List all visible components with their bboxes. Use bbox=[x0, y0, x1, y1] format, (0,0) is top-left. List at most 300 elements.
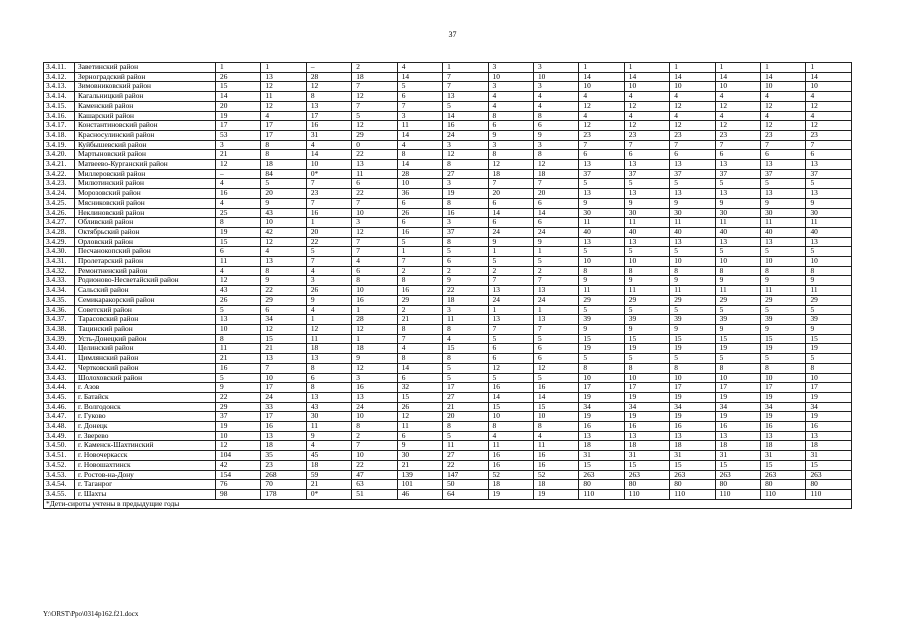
table-body bbox=[44, 63, 852, 509]
value-cell: 16 bbox=[306, 208, 351, 218]
value-cell: 10 bbox=[670, 82, 715, 92]
value-cell: 24 bbox=[488, 227, 533, 237]
row-code: 3.4.40. bbox=[44, 344, 75, 354]
value-cell: 5 bbox=[443, 101, 488, 111]
row-code: 3.4.32. bbox=[44, 266, 75, 276]
value-cell: 14 bbox=[624, 72, 669, 82]
value-cell: 19 bbox=[806, 344, 852, 354]
value-cell: 10 bbox=[624, 257, 669, 267]
value-cell: 7 bbox=[352, 101, 397, 111]
value-cell: 13 bbox=[761, 237, 806, 247]
value-cell: 39 bbox=[715, 315, 760, 325]
value-cell: 13 bbox=[533, 315, 578, 325]
table-row bbox=[44, 257, 852, 267]
value-cell: 10 bbox=[533, 412, 578, 422]
row-code: 3.4.33. bbox=[44, 276, 75, 286]
value-cell: 6 bbox=[306, 373, 351, 383]
value-cell: 26 bbox=[397, 402, 442, 412]
value-cell: 20 bbox=[216, 101, 261, 111]
table-row bbox=[44, 334, 852, 344]
value-cell: 17 bbox=[624, 383, 669, 393]
value-cell: 20 bbox=[533, 189, 578, 199]
value-cell: 19 bbox=[624, 392, 669, 402]
value-cell: 110 bbox=[670, 489, 715, 499]
value-cell: 139 bbox=[397, 470, 442, 480]
value-cell: 17 bbox=[715, 383, 760, 393]
row-code: 3.4.48. bbox=[44, 422, 75, 432]
district-name: Сальский район bbox=[75, 286, 216, 296]
value-cell: 3 bbox=[533, 82, 578, 92]
value-cell: 3 bbox=[397, 111, 442, 121]
row-code: 3.4.26. bbox=[44, 208, 75, 218]
value-cell: 1 bbox=[624, 63, 669, 73]
value-cell: 5 bbox=[670, 354, 715, 364]
value-cell: 36 bbox=[397, 189, 442, 199]
value-cell: 5 bbox=[715, 305, 760, 315]
value-cell: 14 bbox=[397, 363, 442, 373]
value-cell: 15 bbox=[216, 237, 261, 247]
value-cell: 1 bbox=[533, 305, 578, 315]
value-cell: 5 bbox=[306, 247, 351, 257]
value-cell: 34 bbox=[670, 402, 715, 412]
value-cell: 8 bbox=[761, 266, 806, 276]
value-cell: 19 bbox=[216, 111, 261, 121]
value-cell: 12 bbox=[533, 363, 578, 373]
value-cell: 4 bbox=[216, 179, 261, 189]
value-cell: 18 bbox=[715, 441, 760, 451]
value-cell: 18 bbox=[261, 441, 306, 451]
value-cell: 9 bbox=[306, 431, 351, 441]
value-cell: 24 bbox=[533, 227, 578, 237]
value-cell: 40 bbox=[624, 227, 669, 237]
table-row bbox=[44, 92, 852, 102]
value-cell: 1 bbox=[579, 63, 624, 73]
table-row bbox=[44, 412, 852, 422]
value-cell: 2 bbox=[397, 305, 442, 315]
value-cell: 10 bbox=[670, 373, 715, 383]
value-cell: 98 bbox=[216, 489, 261, 499]
table-row bbox=[44, 441, 852, 451]
value-cell: 5 bbox=[533, 373, 578, 383]
value-cell: 1 bbox=[397, 247, 442, 257]
row-code: 3.4.53. bbox=[44, 470, 75, 480]
value-cell: 11 bbox=[306, 334, 351, 344]
table-row bbox=[44, 324, 852, 334]
value-cell: 13 bbox=[488, 286, 533, 296]
value-cell: 4 bbox=[306, 266, 351, 276]
row-code: 3.4.44. bbox=[44, 383, 75, 393]
value-cell: 3 bbox=[443, 179, 488, 189]
value-cell: 19 bbox=[806, 412, 852, 422]
value-cell: 9 bbox=[761, 324, 806, 334]
value-cell: 19 bbox=[533, 489, 578, 499]
value-cell: 5 bbox=[579, 179, 624, 189]
value-cell: 263 bbox=[715, 470, 760, 480]
value-cell: 178 bbox=[261, 489, 306, 499]
value-cell: 5 bbox=[806, 247, 852, 257]
value-cell: 13 bbox=[624, 431, 669, 441]
value-cell: 4 bbox=[306, 441, 351, 451]
row-code: 3.4.39. bbox=[44, 334, 75, 344]
value-cell: 8 bbox=[715, 363, 760, 373]
value-cell: 18 bbox=[488, 480, 533, 490]
value-cell: 7 bbox=[670, 140, 715, 150]
value-cell: 17 bbox=[670, 383, 715, 393]
value-cell: 20 bbox=[443, 412, 488, 422]
table-row bbox=[44, 121, 852, 131]
value-cell: 20 bbox=[488, 189, 533, 199]
value-cell: 34 bbox=[806, 402, 852, 412]
value-cell: 4 bbox=[579, 111, 624, 121]
value-cell: 40 bbox=[761, 227, 806, 237]
value-cell: 4 bbox=[533, 101, 578, 111]
value-cell: 19 bbox=[579, 412, 624, 422]
value-cell: 12 bbox=[397, 412, 442, 422]
value-cell: 10 bbox=[261, 373, 306, 383]
district-name: г. Батайск bbox=[75, 392, 216, 402]
value-cell: 14 bbox=[488, 208, 533, 218]
value-cell: 13 bbox=[715, 237, 760, 247]
value-cell: 15 bbox=[624, 334, 669, 344]
value-cell: 5 bbox=[579, 305, 624, 315]
value-cell: 154 bbox=[216, 470, 261, 480]
value-cell: 12 bbox=[488, 363, 533, 373]
value-cell: 8 bbox=[397, 150, 442, 160]
value-cell: 8 bbox=[306, 383, 351, 393]
value-cell: 12 bbox=[352, 121, 397, 131]
value-cell: 6 bbox=[488, 218, 533, 228]
value-cell: 17 bbox=[261, 130, 306, 140]
row-code: 3.4.47. bbox=[44, 412, 75, 422]
value-cell: 16 bbox=[397, 227, 442, 237]
value-cell: 28 bbox=[352, 315, 397, 325]
value-cell: 9 bbox=[806, 198, 852, 208]
value-cell: 7 bbox=[261, 363, 306, 373]
value-cell: 11 bbox=[488, 441, 533, 451]
value-cell: 16 bbox=[443, 208, 488, 218]
value-cell: 18 bbox=[806, 441, 852, 451]
value-cell: 110 bbox=[715, 489, 760, 499]
value-cell: 12 bbox=[761, 121, 806, 131]
value-cell: 16 bbox=[488, 383, 533, 393]
value-cell: 8 bbox=[806, 363, 852, 373]
value-cell: 1 bbox=[715, 63, 760, 73]
value-cell: 8 bbox=[624, 266, 669, 276]
value-cell: 9 bbox=[715, 324, 760, 334]
row-code: 3.4.35. bbox=[44, 295, 75, 305]
value-cell: 17 bbox=[306, 111, 351, 121]
district-name: г. Шахты bbox=[75, 489, 216, 499]
page-number: 37 bbox=[448, 30, 457, 39]
value-cell: 10 bbox=[624, 373, 669, 383]
value-cell: 2 bbox=[352, 63, 397, 73]
value-cell: 8 bbox=[352, 422, 397, 432]
value-cell: 6 bbox=[579, 150, 624, 160]
value-cell: 16 bbox=[352, 383, 397, 393]
value-cell: 76 bbox=[216, 480, 261, 490]
value-cell: 8 bbox=[579, 266, 624, 276]
district-name: Красносулинский район bbox=[75, 130, 216, 140]
value-cell: 29 bbox=[579, 295, 624, 305]
value-cell: 0* bbox=[306, 169, 351, 179]
value-cell: 6 bbox=[624, 150, 669, 160]
value-cell: 37 bbox=[761, 169, 806, 179]
value-cell: 22 bbox=[352, 189, 397, 199]
value-cell: 21 bbox=[306, 480, 351, 490]
value-cell: 4 bbox=[715, 111, 760, 121]
table-row bbox=[44, 218, 852, 228]
value-cell: 53 bbox=[216, 130, 261, 140]
value-cell: 10 bbox=[216, 431, 261, 441]
value-cell: 7 bbox=[306, 257, 351, 267]
value-cell: 19 bbox=[216, 227, 261, 237]
district-name: Куйбышевский район bbox=[75, 140, 216, 150]
value-cell: 13 bbox=[624, 160, 669, 170]
value-cell: 12 bbox=[579, 101, 624, 111]
value-cell: 5 bbox=[761, 354, 806, 364]
value-cell: 147 bbox=[443, 470, 488, 480]
value-cell: 13 bbox=[579, 237, 624, 247]
value-cell: 31 bbox=[761, 451, 806, 461]
row-code: 3.4.43. bbox=[44, 373, 75, 383]
value-cell: 22 bbox=[352, 460, 397, 470]
value-cell: 12 bbox=[443, 150, 488, 160]
value-cell: 13 bbox=[806, 189, 852, 199]
value-cell: 3 bbox=[352, 373, 397, 383]
value-cell: 12 bbox=[261, 237, 306, 247]
value-cell: 35 bbox=[261, 451, 306, 461]
value-cell: 5 bbox=[670, 179, 715, 189]
value-cell: 15 bbox=[806, 334, 852, 344]
value-cell: 263 bbox=[624, 470, 669, 480]
value-cell: 9 bbox=[761, 276, 806, 286]
value-cell: 11 bbox=[261, 92, 306, 102]
value-cell: 14 bbox=[397, 160, 442, 170]
district-name: Родионово-Несветайский район bbox=[75, 276, 216, 286]
value-cell: 27 bbox=[443, 392, 488, 402]
value-cell: 263 bbox=[670, 470, 715, 480]
value-cell: 3 bbox=[533, 140, 578, 150]
value-cell: 21 bbox=[397, 315, 442, 325]
value-cell: 45 bbox=[306, 451, 351, 461]
value-cell: 12 bbox=[761, 101, 806, 111]
value-cell: 8 bbox=[306, 92, 351, 102]
row-code: 3.4.19. bbox=[44, 140, 75, 150]
value-cell: 19 bbox=[715, 392, 760, 402]
value-cell: 18 bbox=[488, 169, 533, 179]
value-cell: 17 bbox=[261, 383, 306, 393]
value-cell: 80 bbox=[761, 480, 806, 490]
row-code: 3.4.54. bbox=[44, 480, 75, 490]
row-code: 3.4.38. bbox=[44, 324, 75, 334]
value-cell: 10 bbox=[488, 412, 533, 422]
value-cell: 4 bbox=[261, 111, 306, 121]
value-cell: 5 bbox=[533, 334, 578, 344]
value-cell: 3 bbox=[352, 218, 397, 228]
value-cell: 9 bbox=[216, 383, 261, 393]
value-cell: 9 bbox=[624, 198, 669, 208]
value-cell: 1 bbox=[443, 63, 488, 73]
value-cell: 6 bbox=[761, 150, 806, 160]
value-cell: 10 bbox=[579, 257, 624, 267]
value-cell: 10 bbox=[579, 373, 624, 383]
value-cell: 15 bbox=[579, 460, 624, 470]
value-cell: 1 bbox=[306, 218, 351, 228]
value-cell: 13 bbox=[352, 160, 397, 170]
value-cell: 15 bbox=[397, 392, 442, 402]
value-cell: 22 bbox=[306, 237, 351, 247]
value-cell: 19 bbox=[715, 344, 760, 354]
value-cell: 37 bbox=[806, 169, 852, 179]
table-row bbox=[44, 373, 852, 383]
value-cell: 29 bbox=[261, 295, 306, 305]
value-cell: 263 bbox=[761, 470, 806, 480]
value-cell: 9 bbox=[761, 198, 806, 208]
value-cell: 5 bbox=[715, 354, 760, 364]
value-cell: 10 bbox=[715, 373, 760, 383]
row-code: 3.4.55. bbox=[44, 489, 75, 499]
value-cell: 24 bbox=[261, 392, 306, 402]
value-cell: 9 bbox=[443, 276, 488, 286]
row-code: 3.4.30. bbox=[44, 247, 75, 257]
value-cell: 11 bbox=[397, 121, 442, 131]
value-cell: 13 bbox=[806, 160, 852, 170]
value-cell: 4 bbox=[306, 140, 351, 150]
value-cell: 28 bbox=[397, 169, 442, 179]
district-name: г. Азов bbox=[75, 383, 216, 393]
value-cell: 10 bbox=[624, 82, 669, 92]
district-name: Целинский район bbox=[75, 344, 216, 354]
value-cell: 3 bbox=[533, 63, 578, 73]
value-cell: 9 bbox=[261, 276, 306, 286]
value-cell: 5 bbox=[261, 179, 306, 189]
value-cell: 9 bbox=[261, 198, 306, 208]
footnote: *Дети-сироты учтены в предыдущие годы bbox=[44, 499, 852, 509]
value-cell: 12 bbox=[624, 121, 669, 131]
value-cell: 28 bbox=[306, 72, 351, 82]
value-cell: 14 bbox=[397, 72, 442, 82]
value-cell: 4 bbox=[216, 266, 261, 276]
value-cell: 8 bbox=[216, 334, 261, 344]
value-cell: 11 bbox=[670, 218, 715, 228]
row-code: 3.4.45. bbox=[44, 392, 75, 402]
value-cell: 12 bbox=[216, 276, 261, 286]
value-cell: 80 bbox=[624, 480, 669, 490]
district-name: Миллеровский район bbox=[75, 169, 216, 179]
value-cell: 9 bbox=[579, 198, 624, 208]
value-cell: 26 bbox=[306, 286, 351, 296]
value-cell: 5 bbox=[624, 305, 669, 315]
value-cell: 5 bbox=[806, 305, 852, 315]
value-cell: 15 bbox=[624, 460, 669, 470]
value-cell: 8 bbox=[806, 266, 852, 276]
value-cell: 14 bbox=[533, 392, 578, 402]
value-cell: 6 bbox=[397, 373, 442, 383]
value-cell: 7 bbox=[397, 257, 442, 267]
value-cell: 263 bbox=[579, 470, 624, 480]
value-cell: 6 bbox=[488, 198, 533, 208]
value-cell: 8 bbox=[443, 198, 488, 208]
value-cell: 16 bbox=[579, 422, 624, 432]
value-cell: 17 bbox=[761, 383, 806, 393]
value-cell: 6 bbox=[533, 121, 578, 131]
value-cell: 5 bbox=[624, 247, 669, 257]
value-cell: 19 bbox=[624, 412, 669, 422]
value-cell: 4 bbox=[488, 101, 533, 111]
value-cell: 16 bbox=[306, 121, 351, 131]
value-cell: 10 bbox=[761, 257, 806, 267]
value-cell: 11 bbox=[624, 286, 669, 296]
value-cell: 16 bbox=[488, 451, 533, 461]
value-cell: 13 bbox=[579, 431, 624, 441]
value-cell: 8 bbox=[533, 111, 578, 121]
value-cell: 39 bbox=[579, 315, 624, 325]
district-name: Кашарский район bbox=[75, 111, 216, 121]
value-cell: 12 bbox=[670, 121, 715, 131]
value-cell: 63 bbox=[352, 480, 397, 490]
value-cell: 0 bbox=[352, 140, 397, 150]
value-cell: 24 bbox=[533, 295, 578, 305]
table-row bbox=[44, 208, 852, 218]
footnote-row bbox=[44, 499, 852, 509]
value-cell: 10 bbox=[261, 218, 306, 228]
value-cell: 31 bbox=[715, 451, 760, 461]
value-cell: 11 bbox=[715, 218, 760, 228]
value-cell: 8 bbox=[715, 266, 760, 276]
value-cell: 8 bbox=[443, 324, 488, 334]
value-cell: 15 bbox=[488, 402, 533, 412]
value-cell: 13 bbox=[670, 160, 715, 170]
value-cell: 7 bbox=[715, 140, 760, 150]
value-cell: 30 bbox=[306, 412, 351, 422]
value-cell: 11 bbox=[352, 169, 397, 179]
row-code: 3.4.12. bbox=[44, 72, 75, 82]
value-cell: 13 bbox=[715, 189, 760, 199]
value-cell: 1 bbox=[670, 63, 715, 73]
value-cell: 2 bbox=[533, 266, 578, 276]
value-cell: 16 bbox=[806, 422, 852, 432]
value-cell: 39 bbox=[670, 315, 715, 325]
value-cell: 19 bbox=[488, 489, 533, 499]
value-cell: 8 bbox=[352, 276, 397, 286]
value-cell: 15 bbox=[806, 460, 852, 470]
district-name: г. Донецк bbox=[75, 422, 216, 432]
value-cell: 12 bbox=[488, 160, 533, 170]
value-cell: 23 bbox=[670, 130, 715, 140]
value-cell: 70 bbox=[261, 480, 306, 490]
row-code: 3.4.29. bbox=[44, 237, 75, 247]
value-cell: 12 bbox=[216, 441, 261, 451]
value-cell: 11 bbox=[761, 218, 806, 228]
value-cell: 19 bbox=[670, 412, 715, 422]
value-cell: 15 bbox=[443, 344, 488, 354]
value-cell: 12 bbox=[670, 101, 715, 111]
value-cell: 23 bbox=[715, 130, 760, 140]
value-cell: 13 bbox=[715, 431, 760, 441]
value-cell: 1 bbox=[488, 247, 533, 257]
row-code: 3.4.15. bbox=[44, 101, 75, 111]
value-cell: 12 bbox=[261, 101, 306, 111]
value-cell: 37 bbox=[670, 169, 715, 179]
value-cell: 6 bbox=[397, 92, 442, 102]
value-cell: 34 bbox=[624, 402, 669, 412]
value-cell: 18 bbox=[306, 460, 351, 470]
value-cell: 13 bbox=[488, 315, 533, 325]
value-cell: 8 bbox=[443, 237, 488, 247]
value-cell: 30 bbox=[670, 208, 715, 218]
value-cell: 13 bbox=[579, 189, 624, 199]
value-cell: 1 bbox=[761, 63, 806, 73]
